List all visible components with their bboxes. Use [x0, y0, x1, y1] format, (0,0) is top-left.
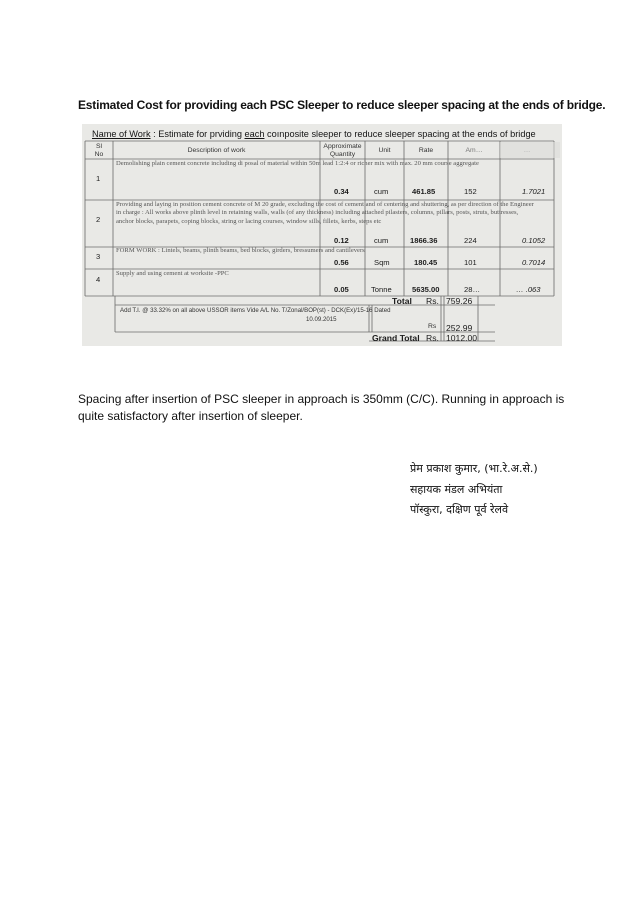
row-1-rate: 461.85: [412, 187, 436, 196]
name-of-work: Name of Work : Estimate for prviding each coınposite sleeper to reduce sleeper spacing at the ends of bridge: [92, 129, 536, 139]
row-1-extra: 1.7021: [522, 187, 546, 196]
row-1-amount: 152: [464, 187, 477, 196]
heading: Estimated Cost for providing each PSC Sleeper to reduce sleeper spacing at the ends of bridge.: [78, 98, 606, 112]
add-ti-value: 252.99: [446, 323, 473, 333]
row-1-quantity: 0.34: [334, 187, 349, 196]
header-unit: Unit: [378, 147, 391, 154]
grand-total-label: Grand Total: [372, 333, 420, 343]
row-2-unit: cum: [374, 236, 389, 245]
row-3-no: 3: [96, 252, 101, 261]
row-2-no: 2: [96, 215, 101, 224]
row-3-quantity: 0.56: [334, 258, 349, 267]
total-label: Total: [392, 296, 412, 306]
signature-name: प्रेम प्रकाश कुमार, (भा.रे.अ.से.): [410, 462, 538, 475]
row-3-description: FORM WORK : Lintels, beams, plinth beams, bed blocks, girders, bressumers and cantilevers: [116, 247, 365, 254]
header-amount: Am…: [465, 147, 483, 154]
row-3-amount: 101: [464, 258, 477, 267]
row-2-amount: 224: [464, 236, 477, 245]
add-ti-text: Add T.I. @ 33.32% on all above USSOR items Vide A/L No. T/Zonal/BOP(st) - DCK(Ex)/15-16 Dated: [120, 307, 391, 314]
row-2-quantity: 0.12: [334, 236, 349, 245]
row-1-unit: cum: [374, 187, 389, 196]
total-rs: Rs.: [426, 296, 439, 306]
row-2-rate: 1866.36: [410, 236, 438, 245]
total-value: 759.26: [446, 296, 473, 306]
row-4-rate: 5635.00: [412, 285, 440, 294]
row-4-extra: … .063: [516, 285, 541, 294]
add-ti-date: 10.09.2015: [306, 316, 337, 323]
scanned-estimate-table: [82, 124, 562, 346]
signature-office: पॉस्कुरा, दक्षिण पूर्व रेलवे: [410, 503, 509, 516]
row-1-description: Demolishing plain cement concrete including di posal of material within 50m lead 1:2:4 or richer mix with max. 20 mm course aggregate: [116, 160, 479, 167]
name-of-work-label: Name of Work: [92, 129, 151, 139]
row-3-unit: Sqm: [374, 258, 390, 267]
grand-total-value: 1012.00: [446, 333, 478, 343]
body-paragraph: Spacing after insertion of PSC sleeper in approach is 350mm (C/C). Running in approach is quite satisfactory after insertion of sleeper.: [78, 392, 565, 423]
add-ti-rs: Rs: [428, 323, 437, 330]
row-2-extra: 0.1052: [522, 236, 546, 245]
grand-total-rs: Rs.: [426, 333, 439, 343]
signature-designation: सहायक मंडल अभियंता: [410, 483, 503, 496]
row-3-rate: 180.45: [414, 258, 438, 267]
row-4-no: 4: [96, 275, 101, 284]
header-extra: …: [523, 147, 531, 154]
row-1-no: 1: [96, 174, 101, 183]
header-quantity: Approximate Quantity: [323, 143, 362, 158]
header-description: Description of work: [187, 147, 246, 154]
row-3-extra: 0.7014: [522, 258, 546, 267]
row-2-description: Providing and laying in position cement concrete of M 20 grade, excluding the cost of cement and of centering and shuttering, as per direction of the Engineer in charge : All works above plinth level in retaining walls, walls (of any thickness) including attached pilasters, columns, pillars, posts, struts, buttresses, anchor blocks, parapets, coping blocks, string or lacing courses, window sills, fillets, kerbs, steps etc: [116, 201, 534, 225]
header-rate: Rate: [418, 147, 434, 154]
row-4-amount: 28…: [464, 285, 481, 294]
row-4-unit: Tonne: [371, 285, 392, 294]
header-sl-no: Sl No: [94, 143, 104, 158]
row-4-description: Supply and using cement at worksite -PPC: [116, 270, 229, 277]
row-4-quantity: 0.05: [334, 285, 349, 294]
